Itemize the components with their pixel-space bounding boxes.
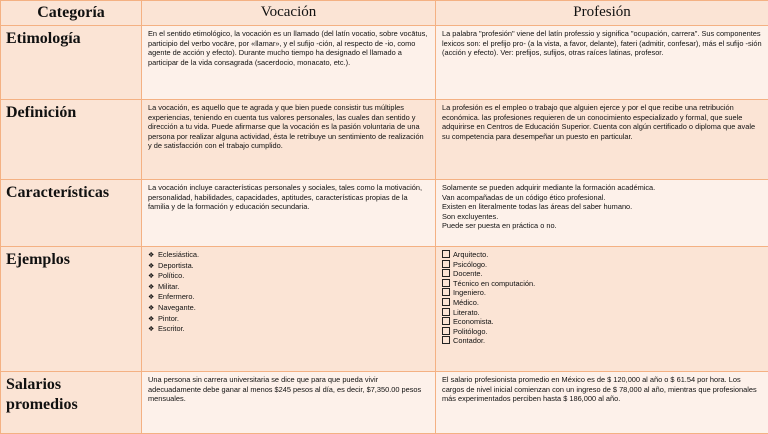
row-label: Ejemplos: [1, 247, 142, 372]
list-item: ❖ Militar.: [148, 282, 429, 293]
diamond-bullet-icon: ❖: [148, 262, 158, 272]
vocacion-cell: [142, 247, 436, 372]
list-item: ❖ Enfermero.: [148, 292, 429, 303]
list-item: ❖ Navegante.: [148, 303, 429, 314]
profesion-cell: [436, 247, 768, 372]
profesion-cell: [436, 180, 768, 247]
checkbox-icon: [442, 250, 450, 258]
list-item: Técnico en computación.: [442, 279, 762, 289]
list-item: ❖ Político.: [148, 271, 429, 282]
list-item: Médico.: [442, 298, 762, 308]
row-label: Definición: [1, 100, 142, 180]
list-item: Arquitecto.: [442, 250, 762, 260]
list-item: ❖ Deportista.: [148, 261, 429, 272]
checkbox-icon: [442, 288, 450, 296]
row-definicion: [1, 100, 768, 180]
header-categoria: Categoría: [1, 1, 142, 26]
vocacion-cell: La vocación, es aquello que te agrada y que bien puede consistir tus múltiples experiencias, teniendo en cuenta tus valores personales, las cuales dan sentido y dirección a tu vida. Puede afirmarse que la vocación es la pasión voluntaria de una persona por realizar alguna actividad, ésta le retribuye un sentimiento de realización y de satisfacción con el trabajo cumplido.: [142, 100, 436, 180]
vocacion-cell: La vocación incluye características personales y sociales, tales como la motivación, personalidad, habilidades, capacidades, aptitudes, características propias de la familia y de la formación y educación secundaria.: [142, 180, 436, 247]
profesion-line: Puede ser puesta en práctica o no.: [442, 221, 762, 231]
row-label: Etimología: [1, 26, 142, 100]
profesion-line: Solamente se pueden adquirir mediante la formación académica.: [442, 183, 762, 193]
vocacion-cell: Una persona sin carrera universitaria se dice que para que pueda vivir adecuadamente debe ganar al menos $245 pesos al día, es decir, $7,350.00 pesos mensuales.: [142, 372, 436, 434]
diamond-bullet-icon: ❖: [148, 315, 158, 325]
diamond-bullet-icon: ❖: [148, 272, 158, 282]
vocacion-cell: En el sentido etimológico, la vocación es un llamado (del latín vocatio, sobre vocātus, participio del verbo vocāre, por «llamar», y el sufijo -ción, al respecto de -io, como agente de acción y efecto). Durante mucho tiempo ha designado el llamado a participar de la vida consagrada (sacerdocio, monacato, etc.).: [142, 26, 436, 100]
checkbox-icon: [442, 298, 450, 306]
list-item: Ingeniero.: [442, 288, 762, 298]
list-item: Economista.: [442, 317, 762, 327]
profesion-cell: La profesión es el empleo o trabajo que alguien ejerce y por el que recibe una retribución económica. las profesiones requieren de un conocimiento especializado y formal, que suele adquirirse en Centros de Educación Superior. Cuenta con algún certificado o diploma que avale su competencia para desempeñar un puesto en particular.: [436, 100, 768, 180]
profesion-list: [442, 250, 762, 346]
list-item: ❖ Pintor.: [148, 314, 429, 325]
row-ejemplos: [1, 247, 768, 372]
diamond-bullet-icon: ❖: [148, 293, 158, 303]
profesion-line: Van acompañadas de un código ético profesional.: [442, 193, 762, 203]
row-caracteristicas: [1, 180, 768, 247]
checkbox-icon: [442, 269, 450, 277]
diamond-bullet-icon: ❖: [148, 251, 158, 261]
row-etimologia: [1, 26, 768, 100]
list-item: Literato.: [442, 308, 762, 318]
list-item: ❖ Eclesiástica.: [148, 250, 429, 261]
checkbox-icon: [442, 327, 450, 335]
vocacion-list: [148, 250, 429, 335]
checkbox-icon: [442, 279, 450, 287]
list-item: Politólogo.: [442, 327, 762, 337]
checkbox-icon: [442, 336, 450, 344]
profesion-cell: La palabra "profesión" viene del latín professio y significa "ocupación, carrera". Sus componentes lexicos son: el prefijo pro- (a la vista, a favor, delante), fateri (admitir, confesar), más el sufijo -sión (acción y efecto). Ver: prefijos, sufijos, otras raíces latinas, profesor.: [436, 26, 768, 100]
diamond-bullet-icon: ❖: [148, 325, 158, 335]
diamond-bullet-icon: ❖: [148, 304, 158, 314]
list-item: ❖ Escritor.: [148, 324, 429, 335]
checkbox-icon: [442, 260, 450, 268]
diamond-bullet-icon: ❖: [148, 283, 158, 293]
row-salarios: [1, 372, 768, 434]
profesion-line: Existen en literalmente todas las áreas del saber humano.: [442, 202, 762, 212]
row-label: Salarios promedios: [1, 372, 142, 434]
header-row: [1, 1, 768, 26]
list-item: Contador.: [442, 336, 762, 346]
checkbox-icon: [442, 308, 450, 316]
checkbox-icon: [442, 317, 450, 325]
profesion-line: Son excluyentes.: [442, 212, 762, 222]
list-item: Docente.: [442, 269, 762, 279]
list-item: Psicólogo.: [442, 260, 762, 270]
profesion-cell: El salario profesionista promedio en México es de $ 120,000 al año o $ 61.54 por hora. Los cargos de nivel inicial comienzan con un ingreso de $ 78,000 al año, mientras que profesionales más experimentados perciben hasta $ 186,000 al año.: [436, 372, 768, 434]
row-label: Características: [1, 180, 142, 247]
header-vocacion: Vocación: [142, 1, 436, 26]
header-profesion: Profesión: [436, 1, 768, 26]
